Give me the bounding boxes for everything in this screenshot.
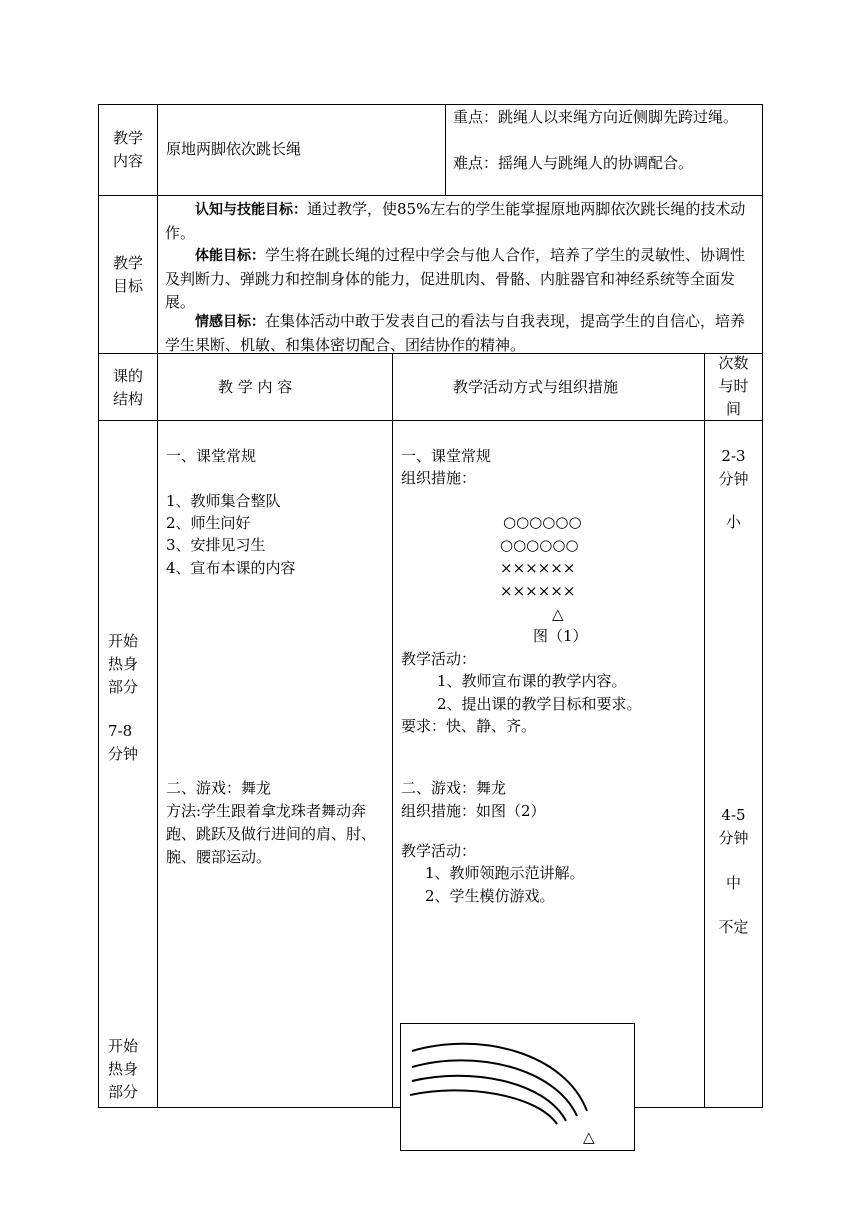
objective-emotional — [165, 310, 757, 357]
table-bottom-border-right — [635, 1107, 763, 1108]
teacher-triangle-icon: △ — [552, 605, 564, 623]
content-section1-title: 一、课堂常规 — [166, 447, 257, 465]
column-time: 次数 与时 间 — [718, 354, 749, 418]
physical-text: 学生将在跳长绳的过程中学会与他人合作，培养了学生的灵敏性、协调性及判断力、弹跳力和控制身体的能力，促进肌肉、骨骼、内脏器官和神经系统等全面发展。 — [165, 246, 746, 311]
structure-part1-time: 7-8 分钟 — [108, 722, 139, 763]
activity-section2-org: 组织措施：如图（2） — [401, 802, 546, 820]
structure-part1: 开始 热身 部分 — [108, 632, 139, 696]
objective-physical — [165, 244, 757, 314]
intensity-section1: 小 — [725, 513, 741, 531]
time-section2: 4-5 分钟 — [718, 806, 749, 847]
intensity-section2: 中 — [725, 874, 741, 892]
activity-section2-activity-title: 教学活动： — [401, 842, 477, 860]
physical-title: 体能目标： — [195, 248, 265, 264]
count-section2: 不定 — [718, 918, 749, 936]
content-value: 原地两脚依次跳长绳 — [166, 140, 302, 158]
column-activities: 教学活动方式与组织措施 — [453, 378, 619, 396]
table-bottom-border-left — [98, 1107, 400, 1108]
figure-2-triangle-icon: △ — [583, 1128, 595, 1146]
formation-row-1: ○○○○○○ — [503, 513, 582, 531]
objectives-label: 教学 目标 — [112, 254, 143, 295]
objective-cognitive — [165, 198, 757, 245]
figure-2-diagram — [400, 1023, 635, 1151]
emotional-title: 情感目标： — [195, 314, 265, 330]
content-item-2: 2、师生问好 — [166, 514, 251, 532]
col-divider-1 — [157, 104, 158, 1108]
activity-title: 教学活动： — [401, 650, 477, 668]
time-section1: 2-3 分钟 — [718, 447, 749, 488]
activity-section1-org: 组织措施： — [401, 469, 477, 487]
table-right-border — [762, 104, 763, 1108]
row-divider-1 — [98, 195, 763, 196]
formation-row-4: ×××××× — [500, 582, 576, 600]
dragon-path-svg — [400, 1023, 635, 1151]
activity-section1-title: 一、课堂常规 — [401, 447, 492, 465]
key-point: 重点：跳绳人以来绳方向近侧脚先跨过绳。 — [453, 108, 739, 126]
cognitive-title: 认知与技能目标： — [195, 202, 307, 218]
dragon-path-4 — [410, 1090, 557, 1124]
content-section2-method: 方法:学生跟着拿龙珠者舞动奔跑、跳跃及做行进间的肩、肘、腕、腰部运动。 — [166, 802, 377, 866]
emotional-text: 在集体活动中敢于发表自己的看法与自我表现，提高学生的自信心，培养学生果断、机敏、和集体密切配合、团结协作的精神。 — [165, 312, 746, 354]
header-divider — [445, 104, 446, 196]
row-divider-3 — [98, 420, 763, 421]
dragon-path-3 — [412, 1076, 566, 1121]
content-item-3: 3、安排见习生 — [166, 536, 266, 554]
content-item-4: 4、宣布本课的内容 — [166, 559, 296, 577]
cognitive-text: 通过教学，使85%左右的学生能掌握原地两脚依次跳长绳的技术动作。 — [165, 200, 746, 242]
figure-1-caption: 图（1） — [533, 627, 588, 645]
activity-section2-item-2: 2、学生模仿游戏。 — [425, 887, 555, 905]
content-label: 教学 内容 — [112, 129, 143, 170]
column-structure: 课的 结构 — [112, 367, 143, 408]
formation-row-2: ○○○○○○ — [500, 536, 579, 554]
activity-section2-title: 二、游戏：舞龙 — [401, 779, 507, 797]
difficult-point: 难点：摇绳人与跳绳人的协调配合。 — [453, 154, 694, 172]
content-item-1: 1、教师集合整队 — [166, 492, 281, 510]
activity-section2-item-1: 1、教师领跑示范讲解。 — [425, 864, 585, 882]
column-content: 教 学 内 容 — [218, 378, 293, 396]
col-divider-2 — [392, 353, 393, 1108]
activity-requirement: 要求：快、静、齐。 — [401, 717, 537, 735]
content-section2-title: 二、游戏：舞龙 — [166, 779, 272, 797]
formation-row-3: ×××××× — [500, 559, 576, 577]
structure-part2: 开始 热身 部分 — [108, 1037, 139, 1101]
activity-item-2: 2、提出课的教学目标和要求。 — [437, 695, 642, 713]
activity-item-1: 1、教师宣布课的教学内容。 — [437, 672, 627, 690]
table-top-border — [98, 104, 763, 105]
